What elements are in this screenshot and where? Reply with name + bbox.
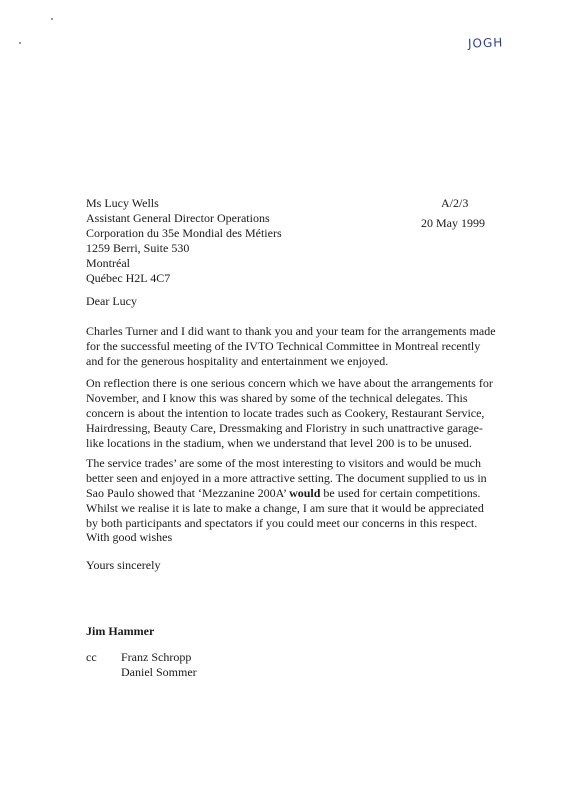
recipient-name: Ms Lucy Wells xyxy=(86,196,159,210)
recipient-city: Montréal xyxy=(86,256,130,270)
cc-recipient: Daniel Sommer xyxy=(121,665,197,679)
reference-number: A/2/3 xyxy=(441,196,469,210)
cc-recipient: Franz Schropp xyxy=(121,650,192,664)
recipient-title: Assistant General Director Operations xyxy=(86,211,270,225)
complimentary-close: Yours sincerely xyxy=(86,558,161,572)
recipient-street: 1259 Berri, Suite 530 xyxy=(86,241,190,255)
recipient-address xyxy=(86,196,282,286)
recipient-province-postal: Québec H2L 4C7 xyxy=(86,271,171,285)
good-wishes: With good wishes xyxy=(86,530,173,544)
signatory-name: Jim Hammer xyxy=(86,624,155,638)
paragraph-thanks: Charles Turner and I did want to thank you and your team for the arrangements made for the successful meeting of the IVTO Technical Committee in Montreal recently and for the generous hospitality and entertainment we enjoyed. xyxy=(86,324,496,368)
recipient-organization: Corporation du 35e Mondial des Métiers xyxy=(86,226,282,240)
paragraph-request-emphasis: would xyxy=(289,486,321,500)
handwritten-initials: JOGH xyxy=(467,35,504,51)
scan-speck xyxy=(51,18,53,20)
scan-speck xyxy=(19,42,21,44)
paragraph-request-part-1: The service trades’ are some of the most interesting to visitors and would be much better seen and enjoyed in a more attractive setting. The document supplied to us in Sao Paulo showed that ‘Mezzanine 200A’ xyxy=(86,456,487,500)
paragraph-request xyxy=(86,456,496,531)
cc-label: cc xyxy=(86,650,97,664)
cc-list xyxy=(121,650,197,680)
salutation: Dear Lucy xyxy=(86,294,137,308)
paragraph-request-part-2: be used for certain competitions. Whilst we realise it is late to make a change, I am sure that it would be appreciated by both participants and spectators if you could meet our concerns in this respect. xyxy=(86,486,484,530)
letter-date: 20 May 1999 xyxy=(421,216,485,230)
paragraph-concern: On reflection there is one serious concern which we have about the arrangements for November, and I know this was shared by some of the technical delegates. This concern is about the intention to locate trades such as Cookery, Restaurant Service, Hairdressing, Beauty Care, Dressmaking and Floristry in such unattractive garage-like locations in the stadium, when we understand that level 200 is to be unused. xyxy=(86,376,493,450)
